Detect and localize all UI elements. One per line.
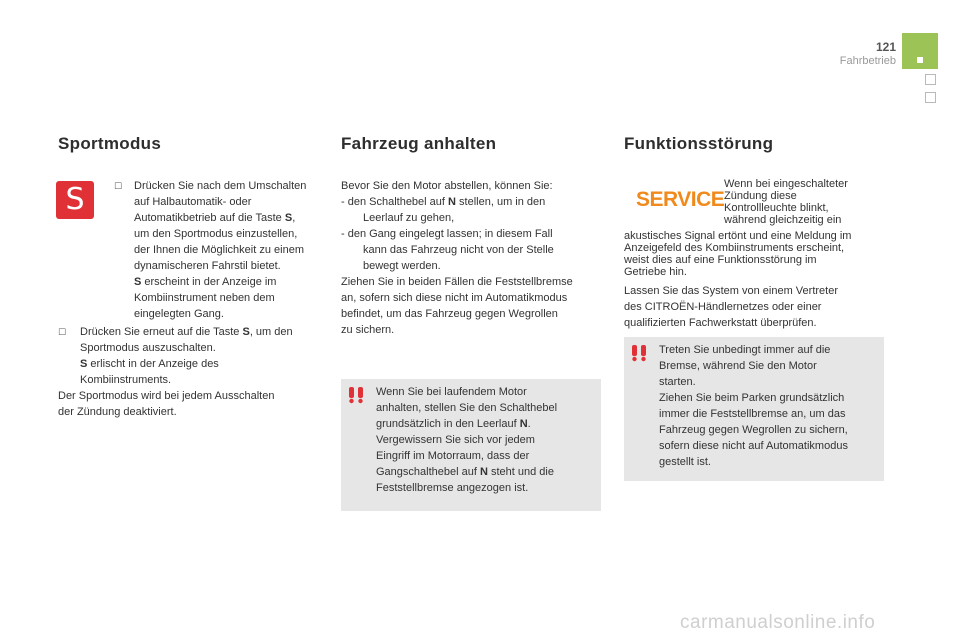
- fault-warning-text: Treten Sie unbedingt immer auf die Bremse, während Sie den Motor starten. Ziehen Sie beim Parken grundsätzlich immer die Feststellbremse an, um das Fahrzeug gegen Wegrollen zu sichern, sofern diese nicht auf Automatikmodus gestellt ist.: [659, 344, 848, 468]
- section-label: Fahrbetrieb: [839, 55, 896, 67]
- stop-warning-panel: [341, 379, 601, 511]
- fault-heading: Funktionsstörung: [624, 134, 774, 153]
- sport-bullet-1: ☐ Drücken Sie nach dem Umschalten auf Halbautomatik- oder Automatikbetrieb auf die Taste S, um den Sportmodus einzustellen, der Ihnen die Möglichkeit zu einem dynamischeren Fahrstil bietet. S erscheint in der Anzeige im Kombiinstrument neben dem eingelegten Gang.: [114, 180, 307, 320]
- sport-heading: Sportmodus: [58, 134, 162, 153]
- chapter-box-2: [925, 92, 936, 103]
- chapter-box-1: [925, 74, 936, 85]
- fault-body-1: akustisches Signal ertönt und eine Meldung im Anzeigefeld des Kombiinstruments erscheint, weist dies auf eine Funktionsstörung im Getriebe hin.: [624, 230, 852, 278]
- watermark: carmanualsonline.info: [680, 612, 876, 633]
- chapter-tab-marker: [917, 57, 923, 63]
- checkbox-bullet-icon: ☐: [58, 327, 67, 337]
- stop-heading: Fahrzeug anhalten: [341, 134, 497, 153]
- sport-s-icon: S: [56, 181, 94, 219]
- service-warning-lamp-icon: SERVICE: [636, 188, 725, 211]
- page-number: 121: [875, 40, 896, 54]
- chapter-tab: [902, 33, 938, 69]
- warning-exclamation-icon: [347, 386, 365, 404]
- warning-exclamation-icon: [630, 344, 648, 362]
- fault-body-2: Lassen Sie das System von einem Vertreter des CITROËN-Händlernetzes oder einer qualifizierten Fachwerkstatt überprüfen.: [624, 285, 838, 329]
- sport-paragraph: Der Sportmodus wird bei jedem Ausschalten der Zündung deaktiviert.: [58, 390, 275, 418]
- fault-intro: Wenn bei eingeschalteter Zündung diese Kontrollleuchte blinkt, während gleichzeitig ein: [724, 178, 848, 226]
- stop-body: Bevor Sie den Motor abstellen, können Sie: - den Schalthebel auf N stellen, um in den Leerlauf zu gehen, - den Gang eingelegt lassen; in diesem Fall kann das Fahrzeug nicht von der Stelle bewegt werden. Ziehen Sie in beiden Fällen die Feststellbremse an, sofern sich diese nicht im Automatikmodus befindet, um das Fahrzeug gegen Wegrollen zu sichern.: [341, 180, 573, 336]
- fault-warning-panel: [624, 337, 884, 481]
- sport-bullet-2: ☐ Drücken Sie erneut auf die Taste S, um den Sportmodus auszuschalten. S erlischt in der Anzeige des Kombiinstruments.: [58, 326, 293, 386]
- checkbox-bullet-icon: ☐: [114, 181, 123, 191]
- stop-warning-text: Wenn Sie bei laufendem Motor anhalten, stellen Sie den Schalthebel grundsätzlich in den Leerlauf N. Vergewissern Sie sich vor jedem Eingriff im Motorraum, dass der Gangschalthebel auf N steht und die Feststellbremse angezogen ist.: [376, 386, 558, 494]
